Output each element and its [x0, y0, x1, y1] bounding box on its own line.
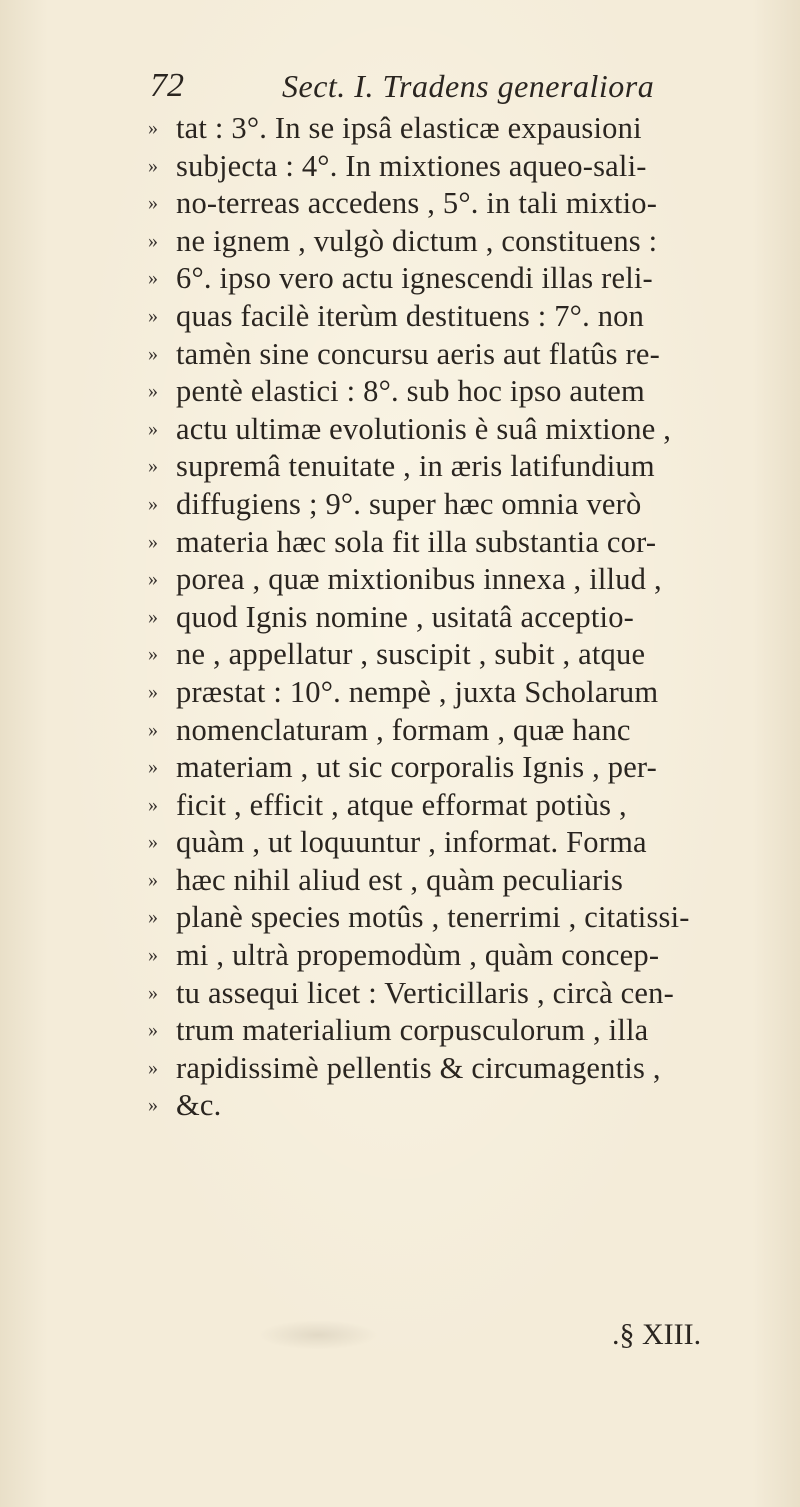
- running-head-title: Sect. I. Tradens generaliora: [282, 68, 655, 104]
- line-text: supremâ tenuitate , in æris latifundium: [176, 449, 655, 484]
- text-line: [148, 298, 748, 336]
- line-text: rapidissimè pellentis & circumagentis ,: [176, 1050, 661, 1085]
- quotation-mark: »: [148, 417, 158, 440]
- text-line: [148, 899, 748, 937]
- quotation-mark: »: [148, 304, 158, 327]
- quotation-mark: »: [148, 568, 158, 591]
- paper-stain: [258, 1320, 378, 1350]
- quotation-mark: »: [148, 643, 158, 666]
- body-text: [148, 110, 748, 1125]
- quotation-mark: »: [148, 154, 158, 177]
- quotation-mark: »: [148, 868, 158, 891]
- quotation-mark: »: [148, 455, 158, 478]
- quotation-mark: »: [148, 793, 158, 816]
- text-line: [148, 1087, 748, 1125]
- quotation-mark: »: [148, 906, 158, 929]
- text-line: [148, 1012, 748, 1050]
- line-text: ficit , efficit , atque efformat potiùs ,: [176, 787, 627, 822]
- page-number: 72: [150, 67, 184, 104]
- line-text: mi , ultrà propemodùm , quàm concep-: [176, 938, 660, 973]
- text-line: [148, 787, 748, 825]
- line-text: subjecta : 4°. In mixtiones aqueo-sali-: [176, 148, 647, 183]
- text-line: [148, 185, 748, 223]
- text-line: [148, 561, 748, 599]
- quotation-mark: »: [148, 267, 158, 290]
- line-text: tat : 3°. In se ipsâ elasticæ expausioni: [176, 111, 642, 145]
- quotation-mark: »: [148, 1056, 158, 1079]
- line-text: materiam , ut sic corporalis Ignis , per-: [176, 750, 658, 785]
- text-line: [148, 336, 748, 374]
- line-text: quàm , ut loquuntur , informat. Forma: [176, 825, 647, 860]
- quotation-mark: »: [148, 1094, 158, 1117]
- line-text: quod Ignis nomine , usitatâ acceptio-: [176, 599, 635, 634]
- line-text: ne ignem , vulgò dictum , constituens :: [176, 223, 658, 258]
- line-text: planè species motûs , tenerrimi , citatissi-: [176, 900, 690, 935]
- line-text: porea , quæ mixtionibus innexa , illud ,: [176, 562, 662, 597]
- line-text: no-terreas accedens , 5°. in tali mixtio-: [176, 186, 658, 221]
- quotation-mark: »: [148, 944, 158, 967]
- text-line: [148, 712, 748, 750]
- quotation-mark: »: [148, 831, 158, 854]
- line-text: actu ultimæ evolutionis è suâ mixtione ,: [176, 411, 672, 446]
- line-text: nomenclaturam , formam , quæ hanc: [176, 712, 631, 747]
- quotation-mark: »: [148, 117, 158, 139]
- text-line: [148, 223, 748, 261]
- quotation-mark: »: [148, 1019, 158, 1042]
- text-line: [148, 636, 748, 674]
- text-line: [148, 148, 748, 186]
- line-text: trum materialium corpusculorum , illa: [176, 1013, 649, 1048]
- line-text: pentè elastici : 8°. sub hoc ipso autem: [176, 374, 645, 409]
- line-text: &c.: [176, 1088, 222, 1123]
- line-text: materia hæc sola fit illa substantia cor-: [176, 524, 657, 559]
- text-line: [148, 260, 748, 298]
- line-text: diffugiens ; 9°. super hæc omnia verò: [176, 486, 642, 521]
- text-line: [148, 749, 748, 787]
- line-text: tamèn sine concursu aeris aut flatûs re-: [176, 336, 660, 371]
- quotation-mark: »: [148, 756, 158, 779]
- quotation-mark: »: [148, 680, 158, 703]
- text-line: [148, 411, 748, 449]
- quotation-mark: »: [148, 492, 158, 515]
- line-text: 6°. ipso vero actu ignescendi illas reli-: [176, 261, 653, 296]
- text-line: [148, 373, 748, 411]
- text-line: [148, 599, 748, 637]
- line-text: præstat : 10°. nempè , juxta Scholarum: [176, 674, 659, 709]
- catchword: .§ XIII.: [612, 1318, 702, 1351]
- text-line: [148, 674, 748, 712]
- text-line: [148, 937, 748, 975]
- line-text: tu assequi licet : Verticillaris , circà cen-: [176, 975, 674, 1010]
- text-line: [148, 524, 748, 562]
- quotation-mark: »: [148, 229, 158, 252]
- text-line: [148, 448, 748, 486]
- running-head: [150, 66, 710, 106]
- quotation-mark: »: [148, 530, 158, 553]
- line-text: ne , appellatur , suscipit , subit , atque: [176, 637, 646, 672]
- quotation-mark: »: [148, 342, 158, 365]
- text-line: [148, 824, 748, 862]
- line-text: quas facilè iterùm destituens : 7°. non: [176, 298, 645, 333]
- quotation-mark: »: [148, 605, 158, 628]
- quotation-mark: »: [148, 981, 158, 1004]
- text-line: [148, 1050, 748, 1088]
- text-line: [148, 486, 748, 524]
- text-line: [148, 975, 748, 1013]
- quotation-mark: »: [148, 192, 158, 215]
- quotation-mark: »: [148, 380, 158, 403]
- line-text: hæc nihil aliud est , quàm peculiaris: [176, 862, 624, 897]
- text-line: [148, 110, 748, 148]
- text-line: [148, 862, 748, 900]
- quotation-mark: »: [148, 718, 158, 741]
